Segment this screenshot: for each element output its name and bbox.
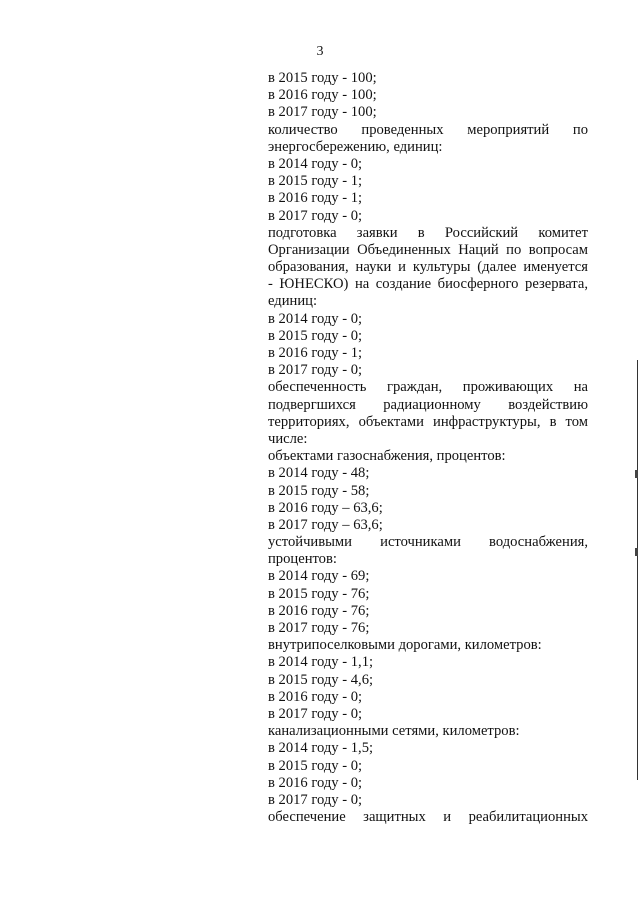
text-line: в 2015 году - 100; — [268, 70, 377, 86]
text-line: процентов: — [268, 551, 337, 568]
text-line: в 2016 году - 76; — [268, 602, 370, 619]
text-line: обеспечение защитных и реабилитационных — [268, 809, 588, 826]
text-line: в 2015 году - 4,6; — [268, 671, 374, 688]
text-line: обеспеченность граждан, проживающих на — [268, 379, 588, 396]
text-line: подготовка заявки в Российский комитет — [268, 224, 588, 241]
text-line: в 2015 году - 58; — [268, 482, 370, 499]
text-line: единиц: — [268, 293, 318, 310]
text-line: в 2016 году - 0; — [268, 688, 363, 705]
text-line: в 2014 году - 1,1; — [268, 654, 374, 671]
text-line: в 2017 году - 100; — [268, 104, 377, 121]
text-line: образования, науки и культуры (далее именуется — [268, 259, 588, 276]
text-line: в 2016 году – 63,6; — [268, 499, 383, 516]
text-line: Организации Объединенных Наций по вопросам — [268, 241, 588, 258]
text-line: в 2016 году - 100; — [268, 87, 377, 104]
text-line: в 2014 году - 69; — [268, 568, 370, 585]
text-line: в 2015 году - 76; — [268, 585, 370, 602]
text-line: в 2017 году - 0; — [268, 207, 363, 224]
text-line: в 2014 году - 48; — [268, 465, 370, 482]
text-line: в 2017 году - 76; — [268, 620, 370, 636]
text-line: в 2015 году - 1; — [268, 173, 363, 190]
text-line: энергосбережению, единиц: — [268, 138, 443, 155]
text-line: числе: — [268, 430, 308, 447]
text-line: устойчивыми источниками водоснабжения, — [268, 534, 588, 551]
text-line: в 2016 году - 1; — [268, 345, 363, 361]
text-line: территориях, объектами инфраструктуры, в том — [268, 413, 588, 430]
text-line: в 2015 году - 0; — [268, 757, 363, 774]
text-line: в 2016 году - 0; — [268, 774, 363, 791]
text-line: в 2014 году - 0; — [268, 310, 363, 327]
body-text — [268, 70, 588, 826]
text-line: подвергшихся радиационному воздействию — [268, 396, 588, 413]
text-line: в 2014 году - 1,5; — [268, 740, 374, 757]
text-line: в 2017 году – 63,6; — [268, 516, 383, 533]
scan-edge-line — [637, 360, 638, 780]
text-line: в 2017 году - 0; — [268, 791, 363, 808]
text-line: канализационными сетями, километров: — [268, 723, 520, 740]
scan-edge-mark — [635, 470, 638, 478]
text-line: - ЮНЕСКО) на создание биосферного резервата, — [268, 276, 588, 293]
text-line: объектами газоснабжения, процентов: — [268, 448, 506, 465]
text-line: в 2015 году - 0; — [268, 327, 363, 344]
text-line: количество проведенных мероприятий по — [268, 121, 588, 138]
text-line: в 2017 году - 0; — [268, 362, 363, 379]
page-number: 3 — [316, 44, 324, 59]
text-line: в 2017 году - 0; — [268, 705, 363, 722]
text-line: в 2014 году - 0; — [268, 155, 363, 172]
text-line: внутрипоселковыми дорогами, километров: — [268, 637, 542, 654]
text-line: в 2016 году - 1; — [268, 190, 363, 207]
scan-edge-mark — [635, 548, 638, 556]
